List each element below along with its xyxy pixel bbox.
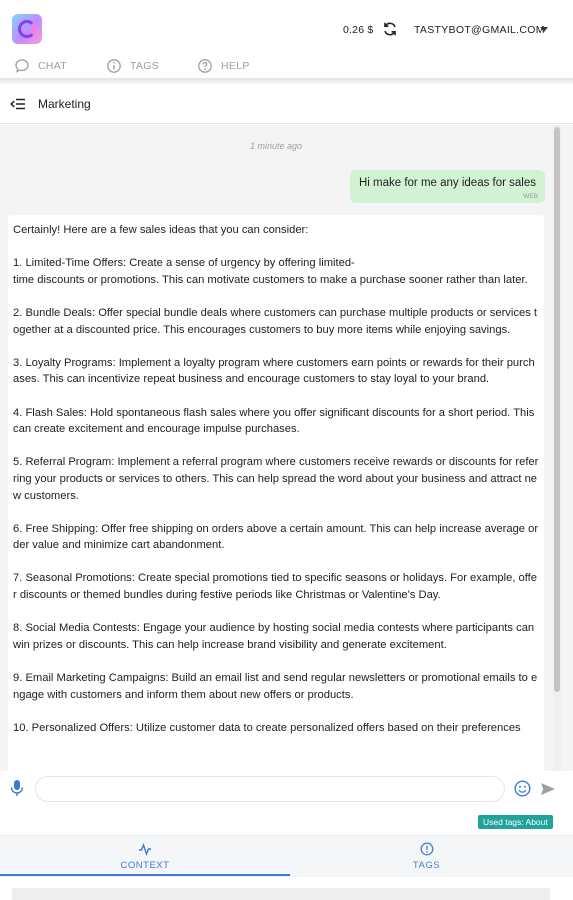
- chat-header: [0, 84, 573, 124]
- bottom-tabs: [0, 835, 573, 877]
- bot-paragraph: 9. Email Marketing Campaigns: Build an email list and send regular newsletters or promotional emails to engage with customers and inform them about new offers or products.: [13, 672, 538, 701]
- help-icon: [197, 58, 213, 74]
- bot-paragraph: 3. Loyalty Programs: Implement a loyalty program where customers earn points or rewards for their purchases. This can incentivize repeat business and encourage customers to stay loyal to your brand.: [13, 356, 535, 386]
- balance-label: 0.26 $: [343, 24, 374, 36]
- chevron-down-icon[interactable]: [540, 27, 548, 32]
- tab-context-label: CONTEXT: [120, 859, 170, 871]
- app-logo[interactable]: [12, 14, 42, 44]
- top-bar: [0, 0, 573, 80]
- collapse-menu-icon[interactable]: [10, 96, 26, 112]
- emoji-icon[interactable]: [514, 780, 531, 797]
- message-author: WEB: [523, 193, 538, 200]
- active-tab-indicator: [0, 874, 290, 876]
- bot-paragraph: 8. Social Media Contests: Engage your audience by hosting social media contests where participants can win prizes or discounts. This can help increase brand visibility and generate excitement.: [13, 622, 535, 651]
- bot-paragraph: 5. Referral Program: Implement a referral program where customers receive rewards or discounts for referring your products or services to others. This can help spread the word about your business and attract new customers.: [13, 456, 539, 502]
- account-email[interactable]: TASTYBOT@GMAIL.COM: [414, 24, 545, 36]
- user-message-text: Hi make for me any ideas for sales: [358, 177, 536, 189]
- tab-tags-label: TAGS: [130, 60, 160, 72]
- scrollbar-thumb[interactable]: [554, 127, 560, 692]
- refresh-icon[interactable]: [382, 21, 398, 37]
- tab-chat[interactable]: [14, 54, 67, 78]
- chat-messages[interactable]: [0, 125, 573, 771]
- logo-mark: [18, 20, 36, 38]
- bot-paragraph: 4. Flash Sales: Hold spontaneous flash sales where you offer significant discounts for a short period. This can create excitement and encourage impulse purchases.: [13, 406, 535, 436]
- main-nav: [0, 54, 573, 78]
- message-input[interactable]: [35, 776, 505, 802]
- chat-title: Marketing: [38, 97, 91, 111]
- message-timestamp: 1 minute ago: [249, 141, 303, 151]
- info-icon: [106, 58, 122, 74]
- tab-chat-label: CHAT: [38, 60, 68, 72]
- bot-paragraph: 10. Personalized Offers: Utilize customer data to create personalized offers based on their preferences: [13, 721, 521, 734]
- context-panel: [12, 888, 550, 900]
- tab-help-label: HELP: [221, 60, 250, 72]
- tab-tags[interactable]: [106, 54, 159, 78]
- info-icon: [420, 842, 434, 856]
- used-tags-badge: Used tags: About: [478, 815, 553, 829]
- bot-paragraph: 2. Bundle Deals: Offer special bundle deals where customers can purchase multiple products or services together at a discounted price. This encourages customers to buy more items while enjoying savings.: [13, 306, 538, 336]
- bot-paragraph: Certainly! Here are a few sales ideas that you can consider:: [13, 224, 309, 236]
- bot-paragraph: 1. Limited-Time Offers: Create a sense of urgency by offering limited- time discounts or promotions. This can motivate customers to make a purchase sooner rather than later.: [13, 257, 528, 286]
- bot-message: [8, 215, 544, 771]
- chat-bubble-icon: [14, 58, 30, 74]
- activity-icon: [138, 842, 152, 856]
- tab-tags-bottom-label: TAGS: [412, 859, 441, 871]
- tab-tags-bottom[interactable]: [290, 836, 563, 876]
- bot-paragraph: 6. Free Shipping: Offer free shipping on orders above a certain amount. This can help increase average order value and minimize cart abandonment.: [13, 522, 539, 552]
- bot-paragraph: 7. Seasonal Promotions: Create special promotions tied to specific seasons or holidays. For example, offer discounts or themed bundles during festive periods like Christmas or Valentine's Day.: [13, 572, 538, 602]
- microphone-icon[interactable]: [10, 779, 24, 797]
- tab-help[interactable]: [197, 54, 250, 78]
- send-icon[interactable]: [540, 781, 556, 797]
- scrollbar[interactable]: [553, 125, 561, 771]
- user-message: [350, 170, 545, 203]
- message-composer: [0, 771, 573, 807]
- tab-context[interactable]: [0, 836, 290, 876]
